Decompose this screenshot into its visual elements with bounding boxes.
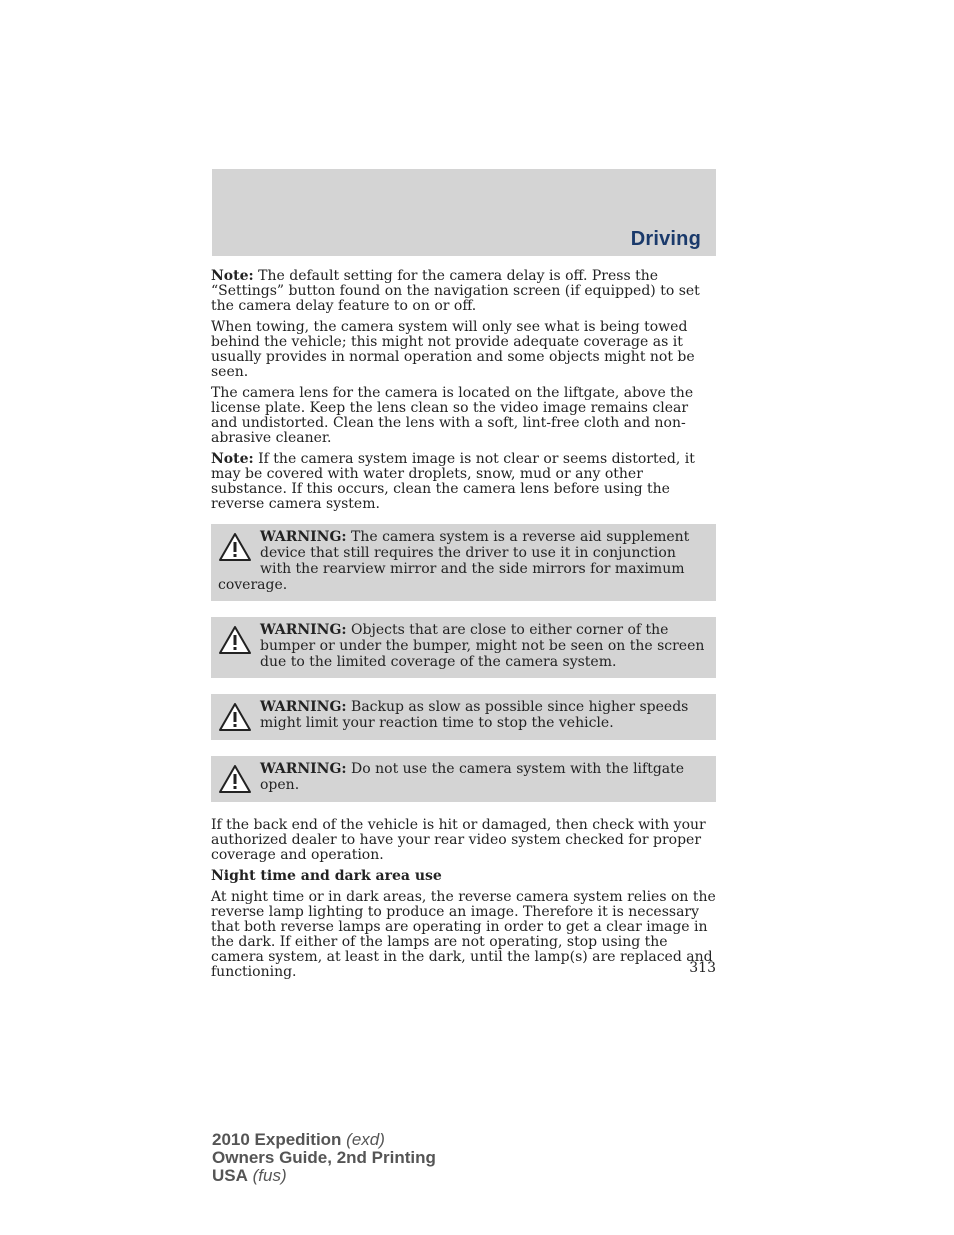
paragraph-night-use: At night time or in dark areas, the reverse camera system relies on the reverse lamp lighting to produce an image. Therefore it is necessary that both reverse lamps are operating in order to get a clear image in the dark. If either of the lamps are not operating, stop using the camera system, at least in the dark, until the lamp(s) are replaced and functioning. <box>211 889 716 980</box>
footer-line-market: USA (fus) <box>212 1166 287 1185</box>
section-header-band <box>212 169 716 256</box>
paragraph-camera-lens: The camera lens for the camera is located on the liftgate, above the license plate. Keep the lens clean so the video image remains clear and undistorted. Clean the lens with a soft, lint-free cloth and non-abrasive cleaner. <box>211 385 694 446</box>
footer-line-printing: Owners Guide, 2nd Printing <box>212 1148 436 1167</box>
footer-line-model: 2010 Expedition (exd) <box>212 1130 385 1149</box>
paragraph-towing: When towing, the camera system will only see what is being towed behind the vehicle; this might not provide adequate coverage as it usually provides in normal operation and some objects might not be seen. <box>211 319 695 380</box>
page-number: 313 <box>689 960 716 976</box>
warning-box <box>211 524 716 601</box>
subheading-night-use: Night time and dark area use <box>211 868 442 884</box>
warning-triangle-icon <box>218 764 252 794</box>
warning-box <box>211 617 716 678</box>
paragraph-damage: If the back end of the vehicle is hit or damaged, then check with your authorized dealer to have your rear video system checked for proper coverage and operation. <box>211 817 706 863</box>
warning-text: WARNING: The camera system is a reverse aid supplement device that still requires the driver to use it in conjunction with the rearview mirror and the side mirrors for maximum coverage. <box>218 529 690 593</box>
warning-triangle-icon <box>218 532 252 562</box>
warning-triangle-icon <box>218 702 252 732</box>
warning-text: WARNING: Objects that are close to either corner of the bumper or under the bumper, might not be seen on the screen due to the limited coverage of the camera system. <box>260 622 705 670</box>
note-image-distorted: Note: If the camera system image is not clear or seems distorted, it may be covered with water droplets, snow, mud or any other substance. If this occurs, clean the camera lens before using the reverse camera system. <box>211 451 695 512</box>
warning-text: WARNING: Backup as slow as possible since higher speeds might limit your reaction time to stop the vehicle. <box>260 699 689 731</box>
warning-box <box>211 756 716 802</box>
note-camera-delay: Note: The default setting for the camera delay is off. Press the “Settings” button found on the navigation screen (if equipped) to set the camera delay feature to on or off. <box>211 268 700 314</box>
warning-box <box>211 694 716 740</box>
section-title: Driving <box>630 228 701 250</box>
footer-imprint <box>212 1131 436 1185</box>
warning-triangle-icon <box>218 625 252 655</box>
page-content <box>211 269 716 986</box>
warning-text: WARNING: Do not use the camera system with the liftgate open. <box>260 761 685 793</box>
